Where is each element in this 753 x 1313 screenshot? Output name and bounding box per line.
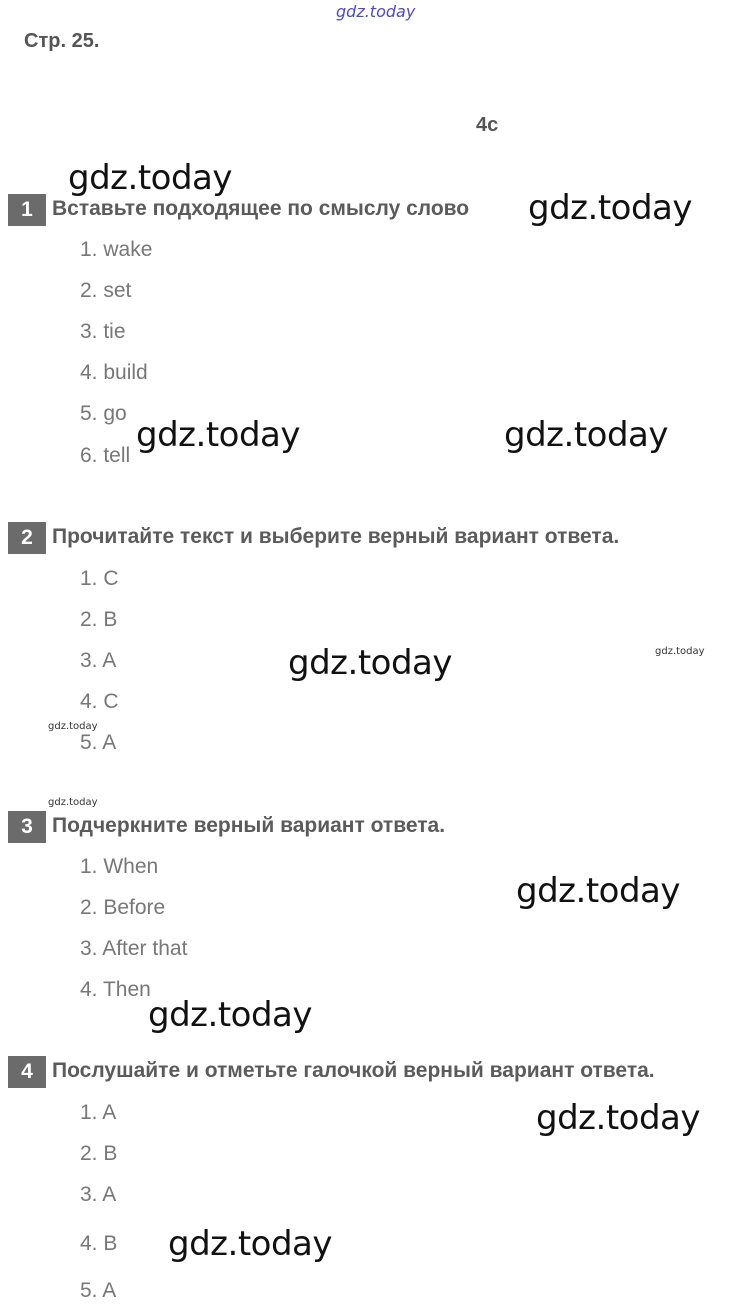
page-label: Стр. 25. [24, 30, 100, 52]
task-number-badge: 3 [8, 811, 46, 843]
watermark-text: gdz.today [528, 188, 692, 228]
answer-item: 5. A [80, 1279, 117, 1302]
answer-item: 3. A [80, 649, 117, 672]
task-title: Послушайте и отметьте галочкой верный вариант ответа. [52, 1059, 655, 1082]
answer-item: 2. B [80, 1142, 118, 1165]
answer-item: 1. When [80, 855, 159, 878]
watermark-text: gdz.today [504, 415, 668, 455]
watermark-text-small: gdz.today [48, 797, 98, 808]
answer-item: 3. A [80, 1183, 117, 1206]
task-number-badge: 2 [8, 522, 46, 554]
watermark-text: gdz.today [148, 995, 312, 1035]
task-title: Подчеркните верный вариант ответа. [52, 814, 446, 837]
watermark-text: gdz.today [288, 643, 452, 683]
answer-item: 1. C [80, 567, 119, 590]
watermark-text: gdz.today [516, 871, 680, 911]
answer-item: 4. build [80, 361, 148, 384]
task-title: Вставьте подходящее по смыслу слово [52, 197, 470, 220]
answer-item: 4. Then [80, 978, 151, 1001]
task-title: Прочитайте текст и выберите верный вариант ответа. [52, 525, 620, 548]
answer-item: 2. set [80, 279, 132, 302]
answer-item: 3. After that [80, 937, 188, 960]
watermark-text: gdz.today [136, 415, 300, 455]
watermark-text: gdz.today [68, 158, 232, 198]
answer-item: 4. B [80, 1232, 118, 1255]
site-watermark-top: gdz.today [336, 2, 416, 21]
unit-label: 4c [476, 114, 499, 136]
answer-item: 2. B [80, 608, 118, 631]
answer-item: 3. tie [80, 320, 126, 343]
answer-item: 4. C [80, 690, 119, 713]
task-number-badge: 1 [8, 194, 46, 226]
answer-item: 5. go [80, 402, 127, 425]
answer-item: 1. wake [80, 238, 153, 261]
answer-item: 6. tell [80, 444, 131, 467]
task-number-badge: 4 [8, 1056, 46, 1088]
answer-item: 2. Before [80, 896, 166, 919]
watermark-text: gdz.today [168, 1224, 332, 1264]
answer-item: 5. A [80, 731, 117, 754]
answer-item: 1. A [80, 1101, 117, 1124]
watermark-text-small: gdz.today [655, 646, 705, 657]
watermark-text: gdz.today [536, 1098, 700, 1138]
watermark-text-small: gdz.today [48, 721, 98, 732]
